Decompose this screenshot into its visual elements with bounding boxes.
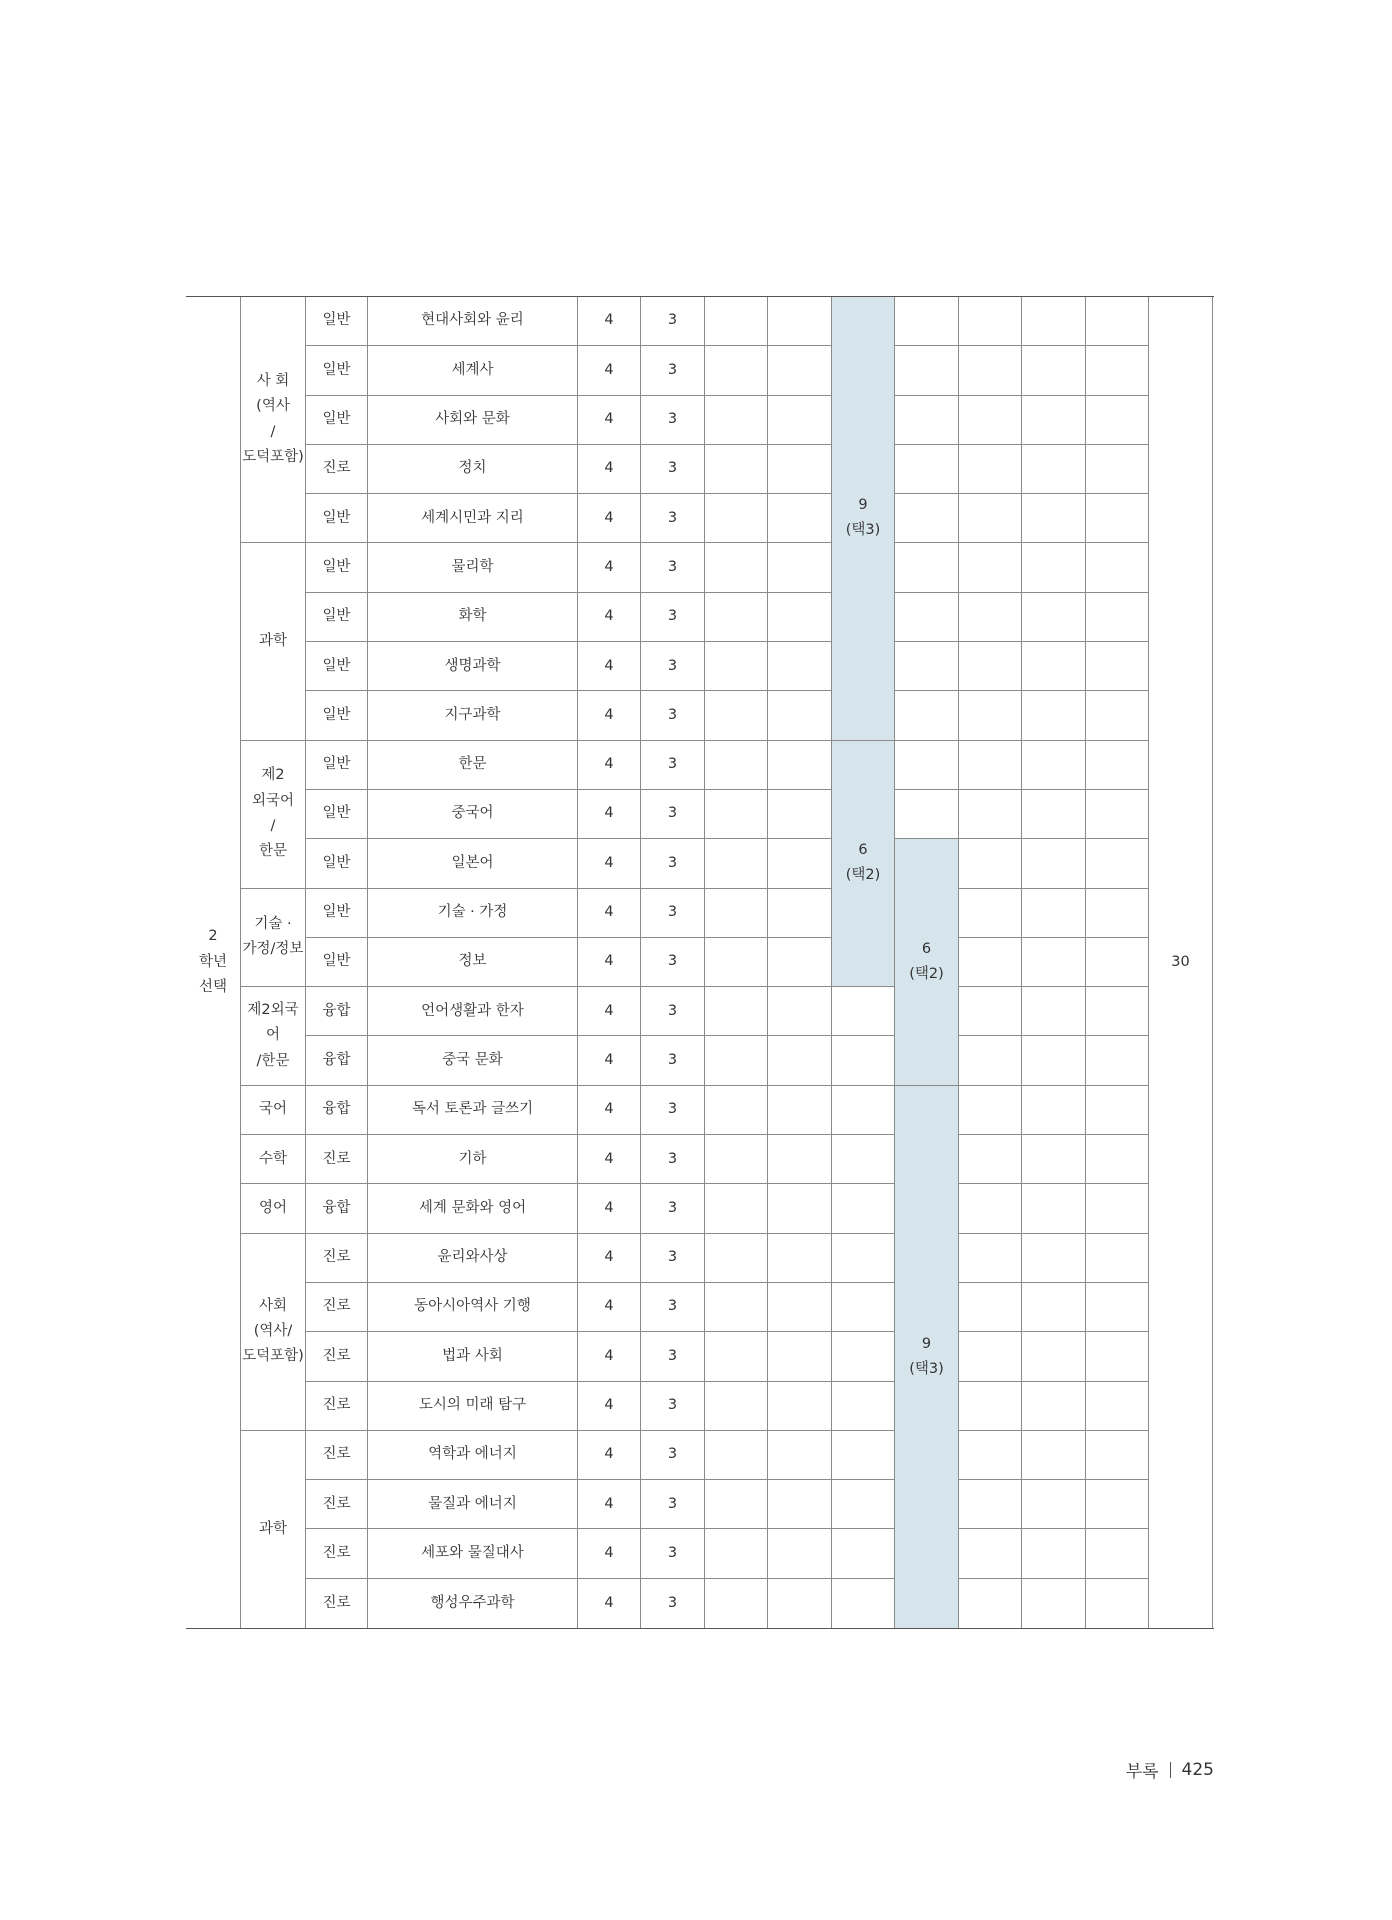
empty-cell [895,494,959,543]
empty-cell [832,1086,895,1135]
empty-cell [1022,543,1086,592]
empty-cell [1086,938,1149,987]
course-type: 일반 [306,691,368,740]
base-credits: 4 [578,1480,641,1529]
selection-block: 6 (택2) [895,839,959,1085]
empty-cell [1022,1529,1086,1578]
empty-cell [705,1184,768,1233]
empty-cell [1086,1135,1149,1184]
course-credits: 3 [641,1135,705,1184]
base-credits: 4 [578,1382,641,1431]
course-credits: 3 [641,889,705,938]
empty-cell [1213,297,1274,1628]
empty-cell [1086,445,1149,494]
empty-cell [1022,642,1086,691]
empty-cell [1086,1086,1149,1135]
course-credits: 3 [641,1036,705,1085]
base-credits: 4 [578,346,641,395]
empty-cell [768,642,832,691]
empty-cell [895,790,959,839]
empty-cell [959,987,1022,1036]
course-name: 일본어 [368,839,578,888]
empty-cell [1086,1480,1149,1529]
empty-cell [1022,741,1086,790]
course-credits: 3 [641,938,705,987]
empty-cell [959,1086,1022,1135]
subject-group: 과학 [241,543,306,740]
course-name: 도시의 미래 탐구 [368,1382,578,1431]
empty-cell [959,1382,1022,1431]
empty-cell [1022,691,1086,740]
empty-cell [895,297,959,346]
empty-cell [768,987,832,1036]
subject-group: 제2 외국어 / 한문 [241,741,306,889]
footer-section-label: 부록 [1125,1762,1159,1782]
empty-cell [768,494,832,543]
course-type: 일반 [306,346,368,395]
empty-cell [959,1283,1022,1332]
course-credits: 3 [641,839,705,888]
subject-group: 제2외국어 /한문 [241,987,306,1086]
empty-cell [959,445,1022,494]
empty-cell [768,1332,832,1381]
empty-cell [1022,839,1086,888]
subject-group: 사회 (역사/ 도덕포함) [241,1234,306,1431]
base-credits: 4 [578,396,641,445]
empty-cell [705,1086,768,1135]
empty-cell [768,297,832,346]
empty-cell [705,543,768,592]
empty-cell [832,1036,895,1085]
empty-cell [959,691,1022,740]
empty-cell [705,396,768,445]
empty-cell [1022,1086,1086,1135]
footer-divider [1170,1762,1171,1778]
empty-cell [705,494,768,543]
empty-cell [705,1234,768,1283]
course-type: 융합 [306,1086,368,1135]
empty-cell [768,1529,832,1578]
empty-cell [705,1332,768,1381]
course-credits: 3 [641,1184,705,1233]
course-type: 진로 [306,445,368,494]
empty-cell [1086,1579,1149,1628]
course-name: 지구과학 [368,691,578,740]
course-credits: 3 [641,1579,705,1628]
course-type: 진로 [306,1135,368,1184]
empty-cell [768,1135,832,1184]
empty-cell [895,543,959,592]
empty-cell [768,889,832,938]
course-credits: 3 [641,1431,705,1480]
empty-cell [768,1480,832,1529]
empty-cell [768,346,832,395]
empty-cell [705,889,768,938]
course-credits: 3 [641,445,705,494]
empty-cell [705,593,768,642]
base-credits: 4 [578,1431,641,1480]
base-credits: 4 [578,987,641,1036]
empty-cell [1022,1431,1086,1480]
empty-cell [959,839,1022,888]
empty-cell [705,839,768,888]
course-name: 세계시민과 지리 [368,494,578,543]
base-credits: 4 [578,1135,641,1184]
course-type: 융합 [306,1184,368,1233]
course-credits: 3 [641,1529,705,1578]
empty-cell [768,691,832,740]
empty-cell [1022,790,1086,839]
course-name: 언어생활과 한자 [368,987,578,1036]
empty-cell [895,642,959,691]
empty-cell [705,346,768,395]
course-name: 중국어 [368,790,578,839]
empty-cell [959,543,1022,592]
base-credits: 4 [578,1184,641,1233]
empty-cell [959,297,1022,346]
empty-cell [959,396,1022,445]
empty-cell [705,1382,768,1431]
empty-cell [959,1234,1022,1283]
course-type: 일반 [306,494,368,543]
course-credits: 3 [641,1382,705,1431]
course-credits: 3 [641,642,705,691]
course-type: 일반 [306,741,368,790]
empty-cell [959,593,1022,642]
course-name: 기술 · 가정 [368,889,578,938]
course-name: 기하 [368,1135,578,1184]
curriculum-table [186,296,1214,1629]
empty-cell [768,1234,832,1283]
empty-cell [1022,1135,1086,1184]
empty-cell [959,1529,1022,1578]
empty-cell [832,1431,895,1480]
empty-cell [1086,741,1149,790]
empty-cell [959,1332,1022,1381]
empty-cell [1086,642,1149,691]
empty-cell [832,1234,895,1283]
empty-cell [832,987,895,1036]
empty-cell [1022,1480,1086,1529]
empty-cell [768,1579,832,1628]
subject-group: 과학 [241,1431,306,1628]
empty-cell [705,1480,768,1529]
empty-cell [705,987,768,1036]
page-number: 425 [1181,1759,1214,1780]
empty-cell [768,839,832,888]
empty-cell [1086,494,1149,543]
empty-cell [959,494,1022,543]
base-credits: 4 [578,938,641,987]
selection-block: 6 (택2) [832,741,895,987]
empty-cell [705,1529,768,1578]
course-name: 동아시아역사 기행 [368,1283,578,1332]
course-credits: 3 [641,987,705,1036]
subject-group: 수학 [241,1135,306,1184]
course-name: 생명과학 [368,642,578,691]
base-credits: 4 [578,1579,641,1628]
base-credits: 4 [578,1036,641,1085]
course-name: 한문 [368,741,578,790]
course-credits: 3 [641,494,705,543]
empty-cell [1022,1382,1086,1431]
empty-cell [1022,1184,1086,1233]
base-credits: 4 [578,494,641,543]
course-type: 일반 [306,839,368,888]
course-name: 세계 문화와 영어 [368,1184,578,1233]
base-credits: 4 [578,741,641,790]
empty-cell [1022,1036,1086,1085]
empty-cell [1022,938,1086,987]
empty-cell [895,593,959,642]
course-type: 일반 [306,396,368,445]
course-type: 진로 [306,1480,368,1529]
empty-cell [705,741,768,790]
empty-cell [832,1529,895,1578]
base-credits: 4 [578,839,641,888]
base-credits: 4 [578,543,641,592]
empty-cell [768,790,832,839]
empty-cell [1086,839,1149,888]
course-credits: 3 [641,1234,705,1283]
empty-cell [895,741,959,790]
course-name: 역학과 에너지 [368,1431,578,1480]
course-credits: 3 [641,790,705,839]
subject-group: 사 회 (역사 / 도덕포함) [241,297,306,543]
empty-cell [959,1431,1022,1480]
empty-cell [1086,346,1149,395]
empty-cell [1086,593,1149,642]
course-name: 정보 [368,938,578,987]
empty-cell [1086,1382,1149,1431]
empty-cell [705,691,768,740]
empty-cell [959,741,1022,790]
selection-block: 9 (택3) [832,297,895,741]
empty-cell [1086,790,1149,839]
empty-cell [1086,297,1149,346]
empty-cell [895,445,959,494]
course-name: 물질과 에너지 [368,1480,578,1529]
empty-cell [832,1382,895,1431]
empty-cell [705,1283,768,1332]
empty-cell [959,790,1022,839]
subject-group: 기술 · 가정/정보 [241,889,306,988]
empty-cell [768,1086,832,1135]
empty-cell [1022,396,1086,445]
course-credits: 3 [641,543,705,592]
empty-cell [832,1579,895,1628]
empty-cell [959,1480,1022,1529]
course-type: 일반 [306,593,368,642]
empty-cell [832,1332,895,1381]
empty-cell [1022,494,1086,543]
base-credits: 4 [578,1332,641,1381]
empty-cell [895,346,959,395]
subject-group: 국어 [241,1086,306,1135]
empty-cell [959,938,1022,987]
base-credits: 4 [578,1529,641,1578]
course-type: 진로 [306,1431,368,1480]
empty-cell [768,1184,832,1233]
empty-cell [832,1480,895,1529]
course-credits: 3 [641,1332,705,1381]
empty-cell [1086,1184,1149,1233]
course-name: 정치 [368,445,578,494]
base-credits: 4 [578,1086,641,1135]
course-name: 화학 [368,593,578,642]
course-type: 진로 [306,1283,368,1332]
course-name: 법과 사회 [368,1332,578,1381]
empty-cell [1022,1283,1086,1332]
empty-cell [895,691,959,740]
empty-cell [705,938,768,987]
empty-cell [1086,1234,1149,1283]
empty-cell [768,741,832,790]
empty-cell [1022,889,1086,938]
empty-cell [959,346,1022,395]
course-type: 일반 [306,889,368,938]
empty-cell [959,1184,1022,1233]
empty-cell [705,297,768,346]
grade-label: 2 학년 선택 [186,297,241,1628]
empty-cell [959,1135,1022,1184]
course-name: 현대사회와 윤리 [368,297,578,346]
base-credits: 4 [578,593,641,642]
empty-cell [768,1036,832,1085]
course-type: 진로 [306,1529,368,1578]
empty-cell [1086,1529,1149,1578]
base-credits: 4 [578,1283,641,1332]
course-credits: 3 [641,396,705,445]
empty-cell [959,1036,1022,1085]
course-type: 일반 [306,642,368,691]
empty-cell [768,1431,832,1480]
empty-cell [768,938,832,987]
empty-cell [832,1283,895,1332]
empty-cell [1022,1579,1086,1628]
empty-cell [832,1135,895,1184]
course-type: 일반 [306,543,368,592]
base-credits: 4 [578,691,641,740]
empty-cell [705,642,768,691]
empty-cell [1086,987,1149,1036]
total-credits: 30 [1149,297,1213,1628]
empty-cell [705,1431,768,1480]
course-credits: 3 [641,1086,705,1135]
base-credits: 4 [578,445,641,494]
course-credits: 3 [641,741,705,790]
empty-cell [768,593,832,642]
base-credits: 4 [578,889,641,938]
empty-cell [768,1382,832,1431]
course-name: 윤리와사상 [368,1234,578,1283]
empty-cell [1086,1332,1149,1381]
course-type: 일반 [306,790,368,839]
empty-cell [832,1184,895,1233]
course-type: 진로 [306,1579,368,1628]
course-type: 진로 [306,1234,368,1283]
course-credits: 3 [641,1283,705,1332]
subject-group: 영어 [241,1184,306,1233]
course-credits: 3 [641,297,705,346]
course-credits: 3 [641,691,705,740]
course-credits: 3 [641,1480,705,1529]
course-name: 행성우주과학 [368,1579,578,1628]
course-name: 세계사 [368,346,578,395]
course-type: 융합 [306,987,368,1036]
empty-cell [1086,889,1149,938]
empty-cell [705,1135,768,1184]
course-credits: 3 [641,593,705,642]
empty-cell [1022,297,1086,346]
course-name: 세포와 물질대사 [368,1529,578,1578]
empty-cell [768,445,832,494]
empty-cell [705,445,768,494]
empty-cell [1086,1431,1149,1480]
empty-cell [705,1036,768,1085]
course-credits: 3 [641,346,705,395]
base-credits: 4 [578,642,641,691]
base-credits: 4 [578,297,641,346]
empty-cell [1086,1283,1149,1332]
course-type: 진로 [306,1332,368,1381]
course-name: 중국 문화 [368,1036,578,1085]
empty-cell [1022,593,1086,642]
empty-cell [768,1283,832,1332]
empty-cell [1022,1234,1086,1283]
empty-cell [959,1579,1022,1628]
empty-cell [959,889,1022,938]
empty-cell [1022,1332,1086,1381]
empty-cell [1022,987,1086,1036]
empty-cell [705,790,768,839]
empty-cell [895,396,959,445]
course-name: 사회와 문화 [368,396,578,445]
course-type: 일반 [306,297,368,346]
course-type: 일반 [306,938,368,987]
empty-cell [1022,445,1086,494]
empty-cell [1022,346,1086,395]
base-credits: 4 [578,790,641,839]
empty-cell [959,642,1022,691]
page-footer [1126,1757,1214,1782]
empty-cell [1086,691,1149,740]
empty-cell [1086,543,1149,592]
base-credits: 4 [578,1234,641,1283]
course-type: 진로 [306,1382,368,1431]
empty-cell [705,1579,768,1628]
empty-cell [1086,1036,1149,1085]
empty-cell [1086,396,1149,445]
selection-block: 9 (택3) [895,1086,959,1628]
empty-cell [768,396,832,445]
course-name: 독서 토론과 글쓰기 [368,1086,578,1135]
empty-cell [768,543,832,592]
course-type: 융합 [306,1036,368,1085]
course-name: 물리학 [368,543,578,592]
